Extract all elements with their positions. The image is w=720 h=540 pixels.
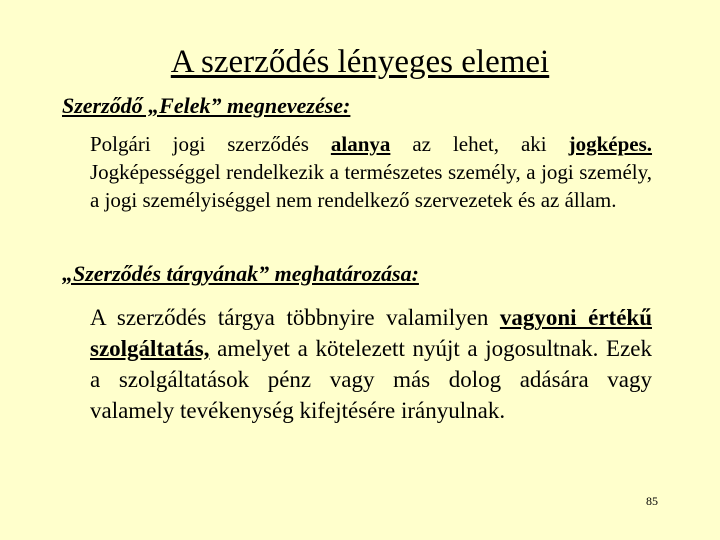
slide-title: A szerződés lényeges elemei [170, 44, 550, 80]
paragraph-text: Jogképességgel rendelkezik a természetes személy, a jogi személy, a jogi személyiséggel nem rendelkező szervezetek és az állam. [90, 160, 652, 212]
paragraph-text: amelyet a kötelezett nyújt a jogosultnak. Ezek a szolgáltatások pénz vagy más dolog adására vagy valamely tevékenység kifejtésére irányulnak. [90, 336, 652, 423]
paragraph-text: Polgári jogi szerződés [90, 132, 331, 156]
emphasis-term-subject: alanya [330, 132, 391, 156]
paragraph-parties [90, 130, 652, 214]
paragraph-text: az lehet, aki [390, 132, 569, 156]
page-number: 85 [646, 494, 658, 508]
paragraph-text: A szerződés tárgya többnyire valamilyen [90, 305, 500, 330]
emphasis-term-legal-capacity: jogképes. [568, 132, 653, 156]
section-heading-parties: Szerződő „Felek” megnevezése: [62, 93, 351, 118]
section-heading-subject-matter: „Szerződés tárgyának” meghatározása: [62, 261, 419, 286]
paragraph-subject-matter [90, 302, 652, 426]
emphasis-term-service: vagyoni értékű szolgáltatás, [90, 305, 652, 361]
